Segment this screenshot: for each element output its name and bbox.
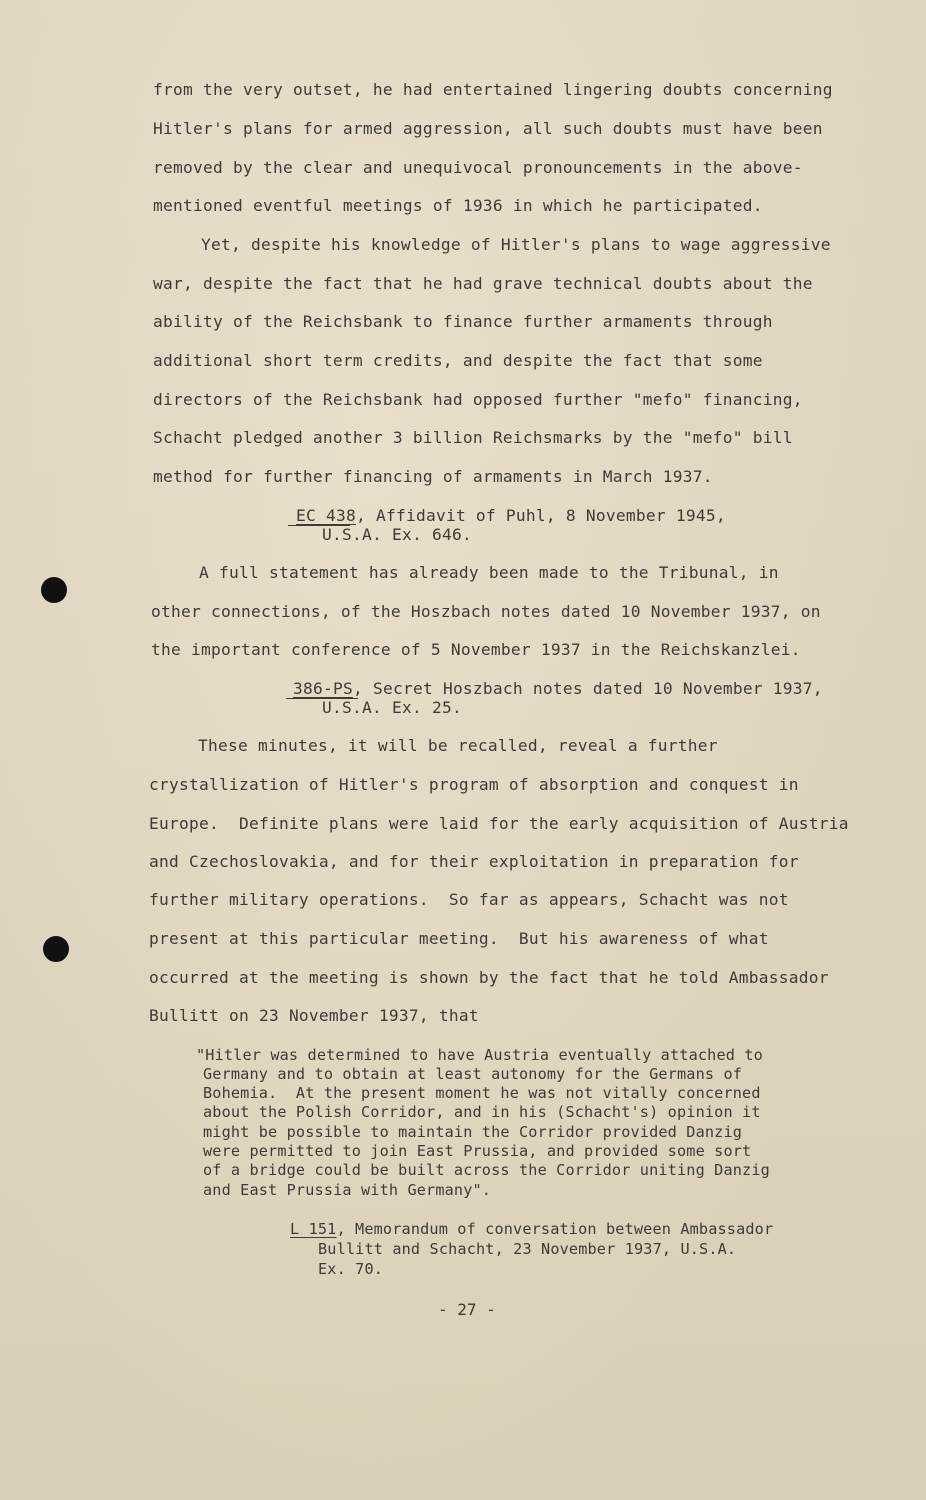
- quote-line: about the Polish Corridor, and in his (Schacht's) opinion it: [203, 1103, 761, 1121]
- body-line: the important conference of 5 November 1937 in the Reichskanzlei.: [151, 640, 801, 659]
- body-line: Yet, despite his knowledge of Hitler's plans to wage aggressive: [201, 235, 831, 254]
- body-line: from the very outset, he had entertained lingering doubts concerning: [153, 80, 833, 99]
- quote-line: of a bridge could be built across the Corridor uniting Danzig: [203, 1161, 770, 1179]
- body-line: method for further financing of armaments in March 1937.: [153, 467, 713, 486]
- body-line: mentioned eventful meetings of 1936 in which he participated.: [153, 196, 763, 215]
- body-line: additional short term credits, and despite the fact that some: [153, 351, 763, 370]
- body-line: ability of the Reichsbank to finance further armaments through: [153, 312, 773, 331]
- citation: [296, 506, 726, 526]
- citation-ref: 386-PS: [293, 679, 353, 698]
- body-line: Europe. Definite plans were laid for the early acquisition of Austria: [149, 814, 849, 833]
- body-line: further military operations. So far as appears, Schacht was not: [149, 890, 789, 909]
- quote-line: might be possible to maintain the Corridor provided Danzig: [203, 1123, 743, 1141]
- punch-hole: [41, 577, 67, 603]
- citation-text: , Affidavit of Puhl, 8 November 1945,: [355, 506, 726, 525]
- body-line: removed by the clear and unequivocal pronouncements in the above-: [153, 158, 803, 177]
- citation-text: Ex. 70.: [318, 1260, 384, 1278]
- body-line: other connections, of the Hoszbach notes dated 10 November 1937, on: [151, 602, 821, 621]
- citation: [290, 1219, 773, 1239]
- citation: [293, 679, 823, 699]
- citation-text: U.S.A. Ex. 25.: [322, 698, 462, 717]
- body-line: present at this particular meeting. But his awareness of what: [149, 929, 769, 948]
- body-line: war, despite the fact that he had grave technical doubts about the: [153, 274, 813, 293]
- citation-ref: L 151: [290, 1220, 337, 1238]
- citation-text: , Memorandum of conversation between Ambassador: [336, 1220, 774, 1238]
- body-line: A full statement has already been made to the Tribunal, in: [199, 563, 779, 582]
- quote-line: Bohemia. At the present moment he was not vitally concerned: [203, 1084, 761, 1102]
- quote-line: and East Prussia with Germany".: [203, 1181, 492, 1199]
- body-line: and Czechoslovakia, and for their exploitation in preparation for: [149, 852, 799, 871]
- punch-hole: [43, 936, 69, 962]
- body-line: These minutes, it will be recalled, reveal a further: [198, 736, 718, 755]
- quote-line: Germany and to obtain at least autonomy for the Germans of: [203, 1065, 743, 1083]
- body-line: occurred at the meeting is shown by the fact that he told Ambassador: [149, 968, 829, 987]
- body-line: crystallization of Hitler's program of absorption and conquest in: [149, 775, 799, 794]
- citation-text: , Secret Hoszbach notes dated 10 November 1937,: [352, 679, 823, 698]
- body-line: Hitler's plans for armed aggression, all such doubts must have been: [153, 119, 823, 138]
- body-line: Bullitt on 23 November 1937, that: [149, 1006, 479, 1025]
- body-line: Schacht pledged another 3 billion Reichsmarks by the "mefo" bill: [153, 428, 793, 447]
- page-number: - 27 -: [438, 1300, 496, 1319]
- quote-line: "Hitler was determined to have Austria eventually attached to: [196, 1046, 763, 1064]
- citation-text: U.S.A. Ex. 646.: [322, 525, 472, 544]
- quote-line: were permitted to join East Prussia, and provided some sort: [203, 1142, 752, 1160]
- citation-ref: EC 438: [296, 506, 356, 525]
- citation-text: Bullitt and Schacht, 23 November 1937, U.S.A.: [318, 1240, 737, 1258]
- body-line: directors of the Reichsbank had opposed further "mefo" financing,: [153, 390, 803, 409]
